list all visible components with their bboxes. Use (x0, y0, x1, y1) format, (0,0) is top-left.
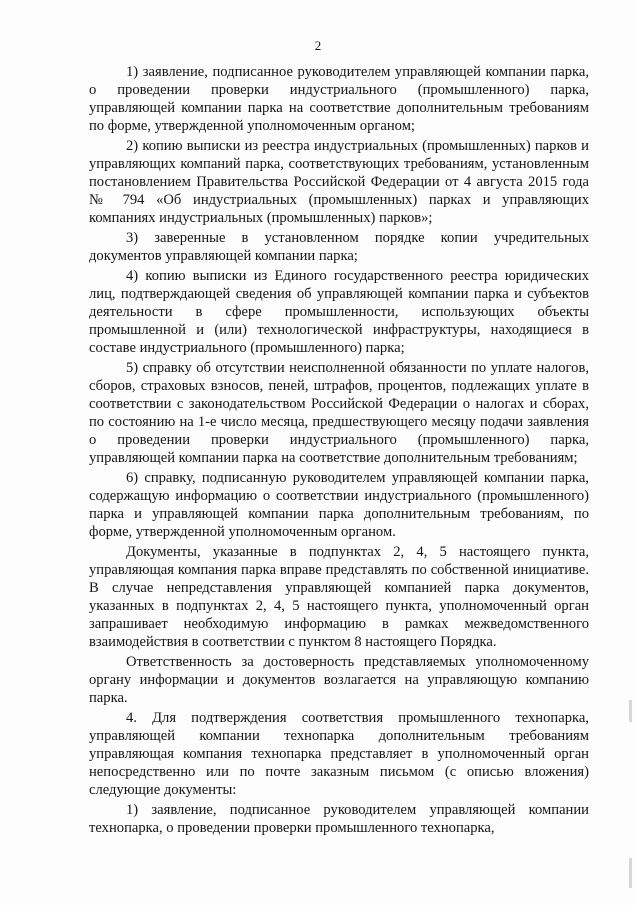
paragraph-item-1-application: 1) заявление, подписанное руководителем управляющей компании парка, о проведении проверки индустриального (промышленного) парка, управляющей компании парка на соответствие дополнительным требованиям по форме, утвержденной уполномоченным органом; (89, 64, 589, 134)
paragraph-responsibility: Ответственность за достоверность представляемых уполномоченному органу информации и документов возлагается на управляющую компанию парка. (89, 654, 589, 706)
paragraph-item-3-founding-documents: 3) заверенные в установленном порядке копии учредительных документов управляющей компании парка; (89, 230, 589, 264)
paragraph-section-4-technopark: 4. Для подтверждения соответствия промышленного технопарка, управляющей компании технопарка дополнительным требованиям управляющая компания технопарка представляет в уполномоченный орган непосредственно или по почте заказным письмом (с описью вложения) следующие документы: (89, 710, 589, 798)
scan-edge-mark (629, 700, 632, 722)
document-body (89, 63, 589, 839)
paragraph-item-4-legal-entities-extract: 4) копию выписки из Единого государственного реестра юридических лиц, подтверждающей сведения об управляющей компании парка и субъектов деятельности в сфере промышленности, использующих объекты промышленной и (или) технологической инфраструктуры, находящиеся в составе индустриального (промышленного) парка; (89, 268, 589, 356)
paragraph-own-initiative: Документы, указанные в подпунктах 2, 4, 5 настоящего пункта, управляющая компания парка вправе представлять по собственной инициативе. В случае непредставления управляющей компанией парка документов, указанных в подпунктах 2, 4, 5 настоящего пункта, уполномоченный орган запрашивает необходимую информацию в рамках межведомственного взаимодействия в соответствии с пунктом 8 настоящего Порядка. (89, 544, 589, 650)
paragraph-item-5-tax-certificate: 5) справку об отсутствии неисполненной обязанности по уплате налогов, сборов, страховых взносов, пеней, штрафов, процентов, подлежащих уплате в соответствии с законодательством Российской Федерации о налогах и сборах, по состоянию на 1-е число месяца, предшествующего месяцу подачи заявления о проведении проверки индустриального (промышленного) парка, управляющей компании парка на соответствие дополнительным требованиям; (89, 360, 589, 466)
page-number: 2 (314, 38, 322, 53)
paragraph-item-2-registry-extract: 2) копию выписки из реестра индустриальных (промышленных) парков и управляющих компаний парка, соответствующих требованиям, установленным постановлением Правительства Российской Федерации от 4 августа 2015 года № 794 «Об индустриальных (промышленных) парках и управляющих компаниях индустриальных (промышленных) парков»; (89, 138, 589, 226)
paragraph-technopark-item-1: 1) заявление, подписанное руководителем управляющей компании технопарка, о проведении проверки промышленного технопарка, (89, 802, 589, 836)
paragraph-item-6-compliance-certificate: 6) справку, подписанную руководителем управляющей компании парка, содержащую информацию о соответствии индустриального (промышленного) парка и управляющей компании парка дополнительным требованиям, по форме, утвержденной уполномоченным органом. (89, 470, 589, 540)
scan-edge-mark (629, 858, 632, 888)
